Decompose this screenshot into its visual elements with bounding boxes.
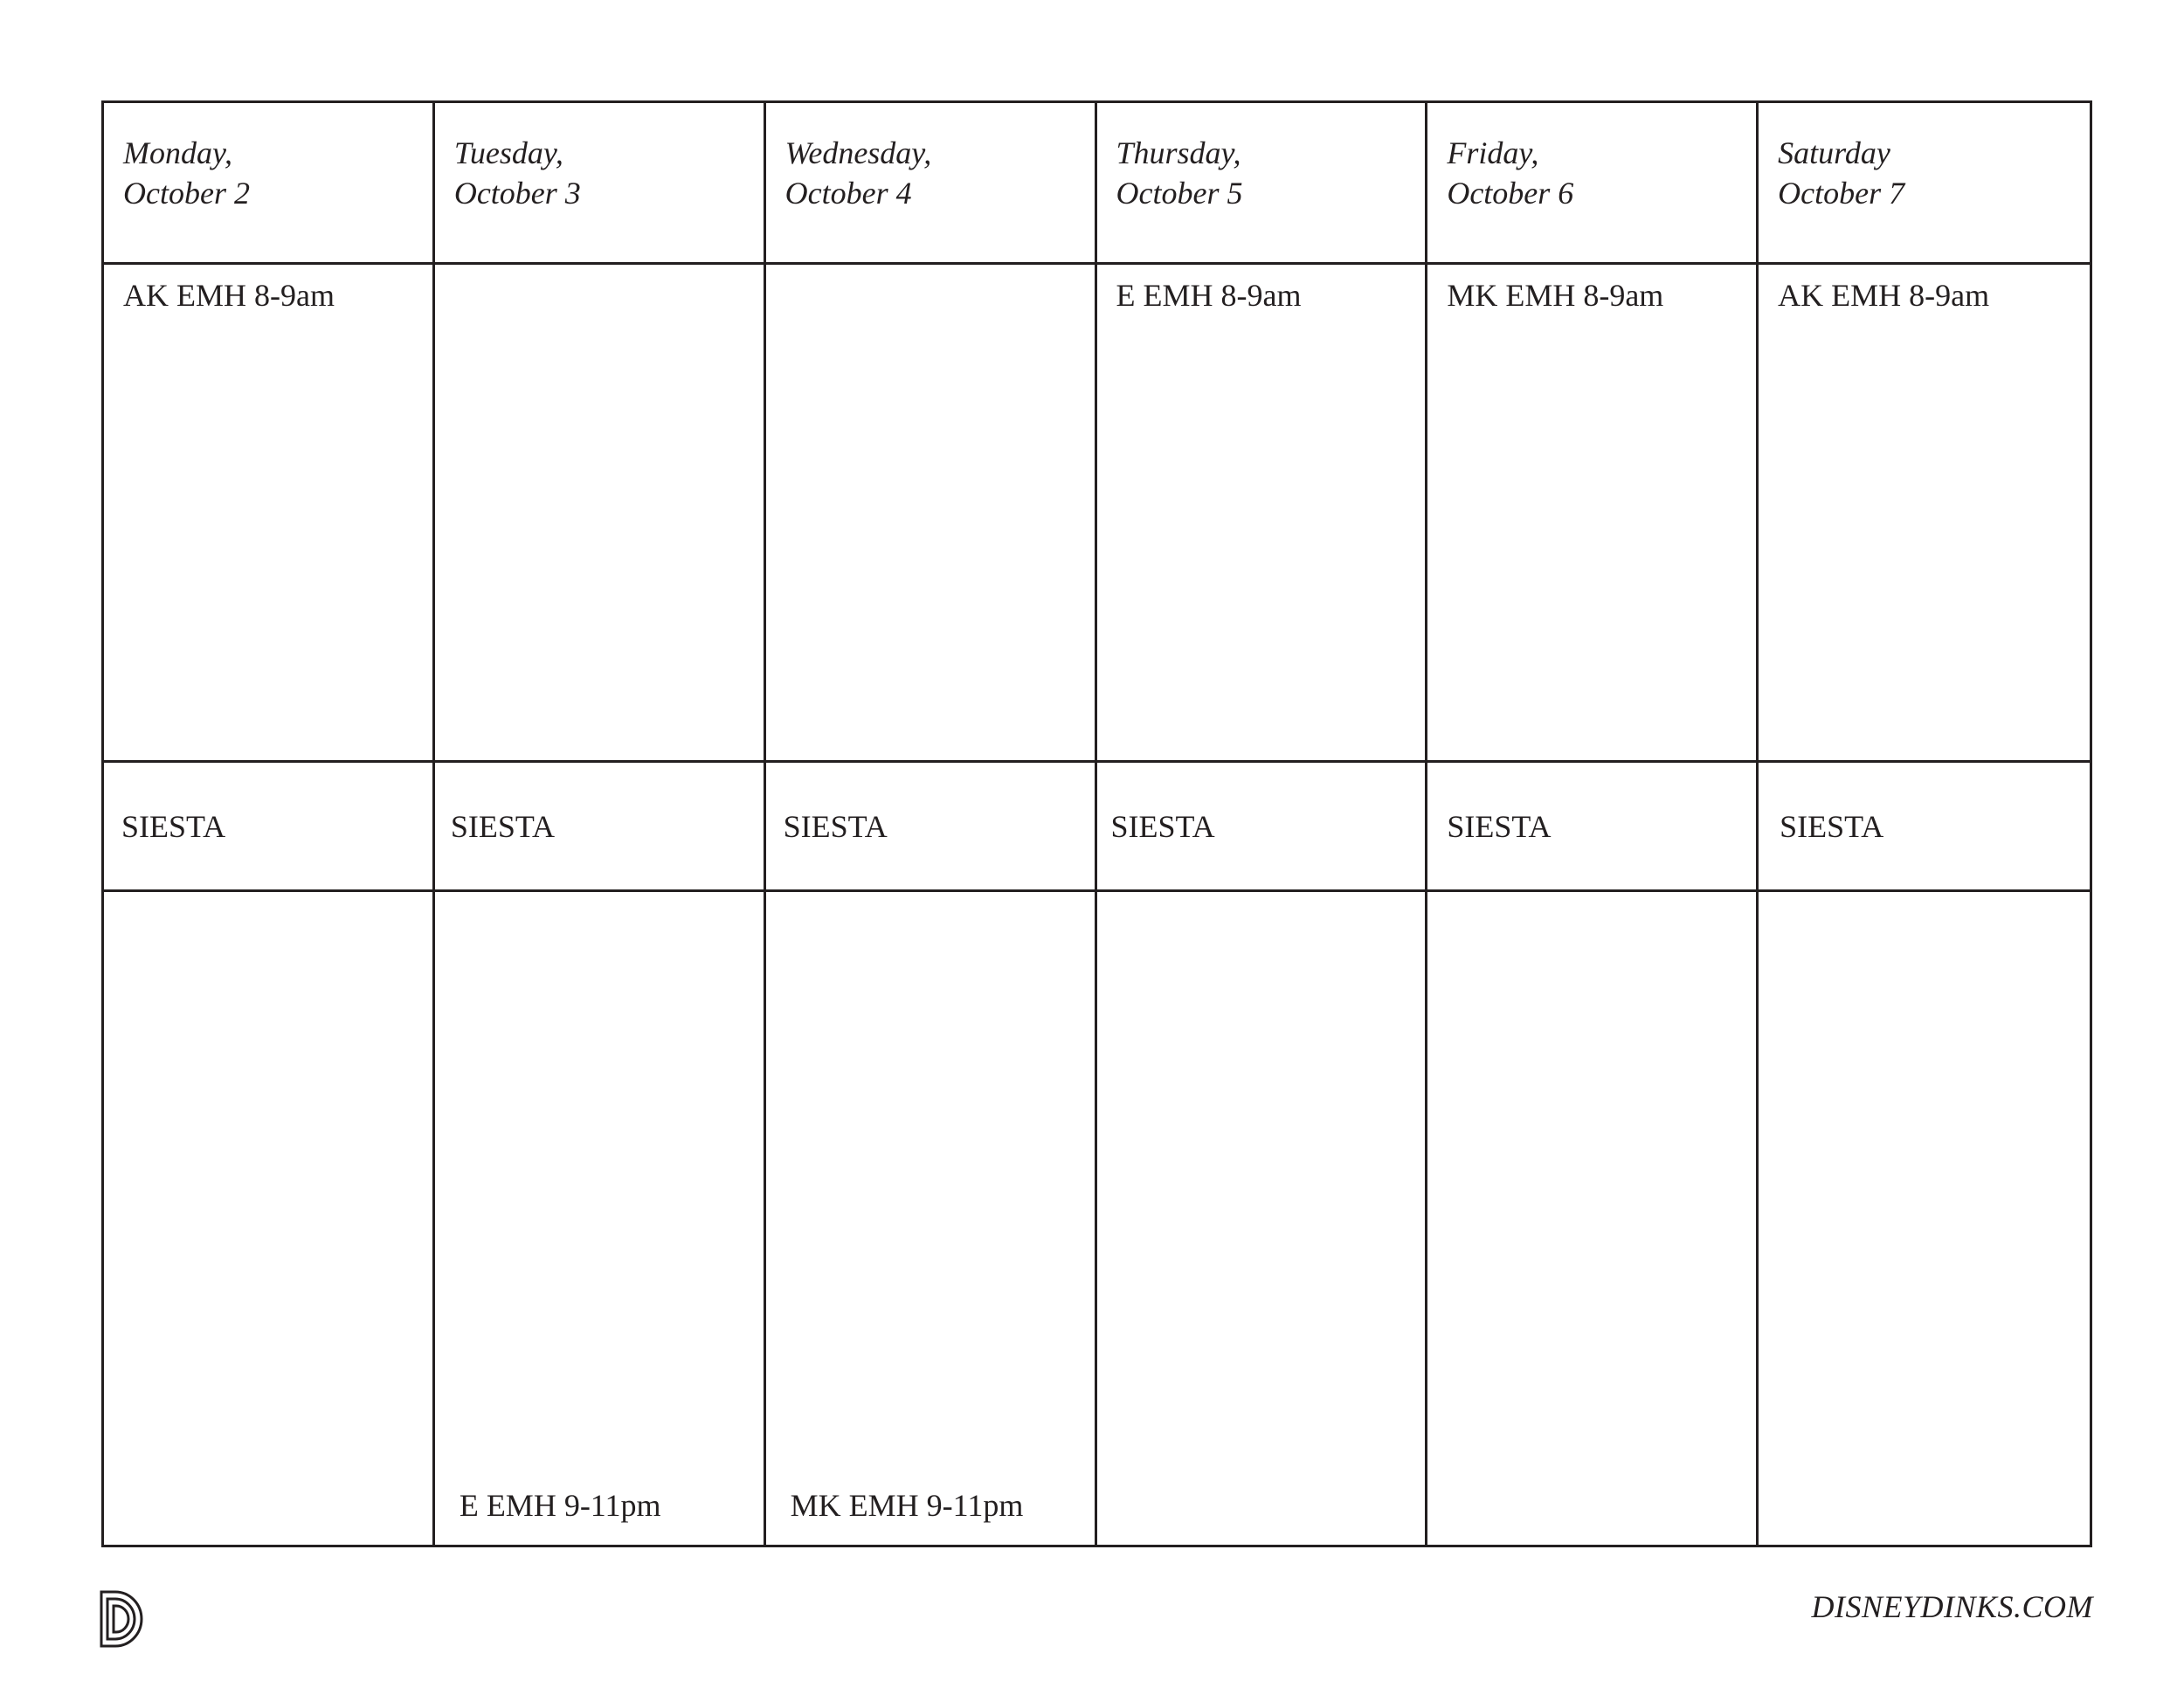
evening-cell-tuesday	[435, 892, 766, 1545]
morning-event: MK EMH 8-9am	[1447, 278, 1664, 313]
siesta-cell-saturday	[1759, 763, 2090, 892]
day-name: Thursday,	[1116, 135, 1241, 170]
siesta-cell-thursday	[1097, 763, 1428, 892]
siesta-label: SIESTA	[1447, 809, 1552, 844]
siesta-label: SIESTA	[450, 809, 555, 844]
day-name: Saturday	[1778, 135, 1890, 170]
morning-event: AK EMH 8-9am	[1778, 278, 1990, 313]
evening-event: E EMH 9-11pm	[459, 1488, 661, 1523]
morning-cell-saturday	[1759, 265, 2090, 763]
evening-cell-thursday	[1097, 892, 1428, 1545]
morning-cell-tuesday	[435, 265, 766, 763]
morning-cell-thursday	[1097, 265, 1428, 763]
day-date: October 2	[123, 176, 250, 211]
disney-dinks-d-logo-icon	[98, 1588, 143, 1650]
siesta-cell-tuesday	[435, 763, 766, 892]
siesta-label: SIESTA	[783, 809, 888, 844]
evening-cell-monday	[104, 892, 435, 1545]
morning-event: AK EMH 8-9am	[123, 278, 335, 313]
siesta-cell-friday	[1427, 763, 1759, 892]
day-header-wednesday	[766, 103, 1097, 265]
day-name: Friday,	[1447, 135, 1539, 170]
day-date: October 3	[453, 176, 581, 211]
morning-cell-wednesday	[766, 265, 1097, 763]
morning-cell-friday	[1427, 265, 1759, 763]
day-header-saturday	[1759, 103, 2090, 265]
siesta-cell-monday	[104, 763, 435, 892]
morning-event: E EMH 8-9am	[1116, 278, 1302, 313]
siesta-label: SIESTA	[1110, 809, 1215, 844]
day-name: Tuesday,	[453, 135, 563, 170]
siesta-label: SIESTA	[121, 809, 226, 844]
day-date: October 6	[1447, 176, 1574, 211]
evening-cell-friday	[1427, 892, 1759, 1545]
day-header-monday	[104, 103, 435, 265]
day-name: Wednesday,	[784, 135, 932, 170]
siesta-label: SIESTA	[1780, 809, 1884, 844]
siesta-cell-wednesday	[766, 763, 1097, 892]
day-header-friday	[1427, 103, 1759, 265]
day-header-tuesday	[435, 103, 766, 265]
weekly-planner-grid	[101, 100, 2092, 1547]
day-name: Monday,	[123, 135, 232, 170]
day-date: October 7	[1778, 176, 1905, 211]
evening-event: MK EMH 9-11pm	[790, 1488, 1024, 1523]
site-url: DISNEYDINKS.COM	[1811, 1589, 2093, 1624]
day-date: October 5	[1116, 176, 1243, 211]
day-header-thursday	[1097, 103, 1428, 265]
evening-cell-wednesday	[766, 892, 1097, 1545]
day-date: October 4	[784, 176, 912, 211]
morning-cell-monday	[104, 265, 435, 763]
evening-cell-saturday	[1759, 892, 2090, 1545]
